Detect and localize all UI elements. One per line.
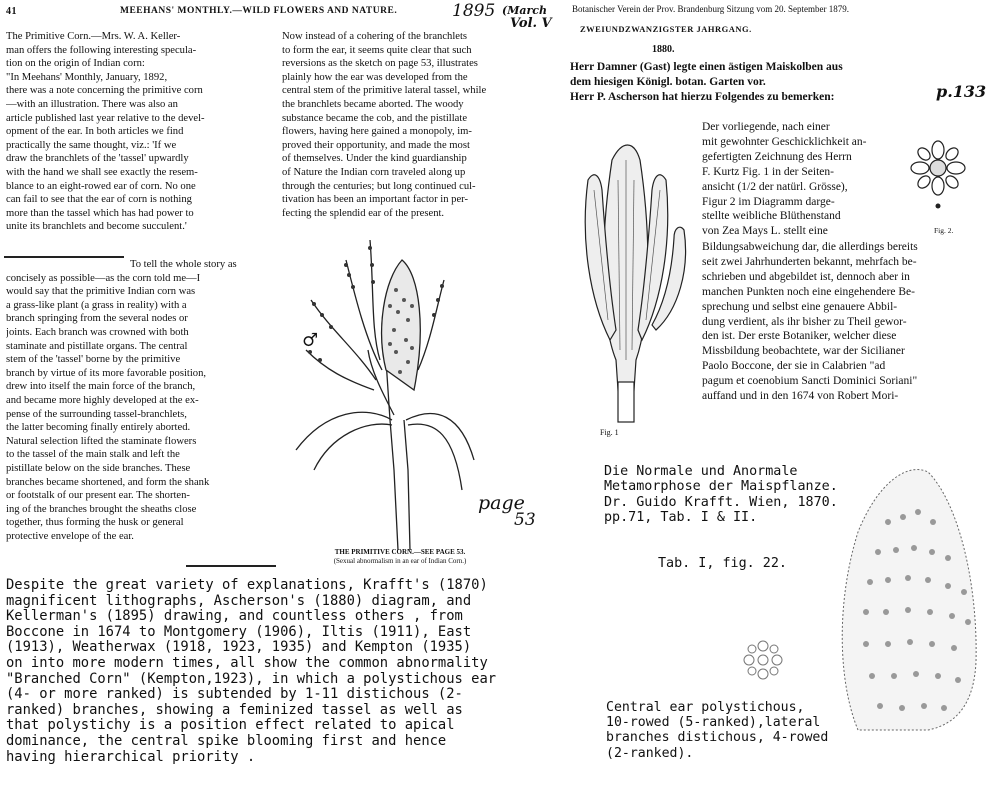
text-line: joints. Each branch was crowned with both	[6, 326, 189, 338]
text-line: drew into itself the main force of the branch,	[6, 381, 196, 393]
text-line: Despite the great variety of explanations, Krafft's (1870)	[6, 578, 488, 593]
text-line: on into more modern times, all show the common abnormality	[6, 655, 488, 671]
text-line: Metamorphose der Maispflanze.	[604, 479, 838, 495]
text-line: pagum et coenobium Sancti Dominici Soriani"	[702, 375, 918, 388]
text-line: stellte weibliche Blüthenstand	[702, 210, 841, 223]
text-line: gefertigten Zeichnung des Herrn	[702, 150, 852, 163]
text-line: tivation has been an important factor in per-	[282, 194, 468, 206]
text-line: (4- or more ranked) is subtended by 1-11 distichous (2-	[6, 687, 463, 703]
left-column-top	[6, 30, 274, 234]
krafft-lithograph-ear	[818, 462, 998, 732]
text-line: schrieben und abgebildet ist, dennoch aber in	[702, 270, 910, 283]
text-line: with the hand we shall see exactly the resem-	[6, 166, 198, 178]
text-line: unite its branchlets and become succulent.'	[6, 221, 187, 233]
text-line: blance to an eight-rowed ear of corn. No one	[6, 180, 196, 192]
text-line: pp.71, Tab. I & II.	[604, 510, 758, 526]
text-line: tion on the origin of Indian corn:	[6, 58, 145, 70]
text-line: having hierarchical priority .	[6, 749, 256, 765]
text-line: magnificent lithographs, Ascherson's (1880) diagram, and	[6, 593, 472, 609]
text-line: The Primitive Corn.—Mrs. W. A. Keller-	[6, 31, 181, 42]
text-line: ing of the branches brought the sheaths close	[6, 503, 197, 515]
figure-caption: THE PRIMITIVE CORN.—SEE PAGE 53.	[334, 548, 466, 556]
text-line: "Branched Corn" (Kempton,1923), in which a polystichous ear	[6, 671, 497, 687]
text-line: Central ear polystichous,	[606, 700, 805, 715]
left-column-two	[282, 30, 552, 220]
text-line: concisely as possible—as the corn told me—I	[6, 272, 201, 284]
summary-text	[6, 578, 496, 765]
handwritten-p133: p.133	[936, 82, 987, 101]
left-column-bottom	[6, 258, 274, 543]
text-line: "In Meehans' Monthly, January, 1892,	[6, 71, 168, 83]
fig1-label: Fig. 1	[600, 428, 619, 437]
right-running-head: Botanischer Verein der Prov. Brandenburg Sitzung vom 20. September 1879.	[572, 4, 850, 14]
text-line: to the tassel of the main stalk and left the	[6, 449, 180, 461]
text-line: Kellerman's (1895) drawing, and countless others , from	[6, 609, 463, 625]
primitive-corn-illustration	[286, 220, 476, 550]
text-line: more than the tassel which has had power to	[6, 207, 194, 219]
text-line: ansicht (1/2 der natürl. Grösse),	[702, 180, 848, 193]
tab-reference: Tab. I, fig. 22.	[658, 556, 787, 571]
text-line: to form the ear, it seems quite clear that such	[282, 44, 472, 56]
text-line: Boccone in 1674 to Montgomery (1906), Iltis (1911), East	[6, 624, 472, 640]
text-line: and became more highly developed at the ex-	[6, 394, 199, 406]
text-line: Herr P. Ascherson hat hierzu Folgendes zu bemerken:	[570, 90, 835, 103]
text-line: Now instead of a cohering of the branchlets	[282, 31, 468, 42]
text-line: central stem of the primitive lateral tassel, while	[282, 85, 487, 97]
text-line: pense of the surrounding tassel-branchlets,	[6, 408, 187, 420]
text-line: would say that the primitive Indian corn was	[6, 286, 196, 298]
text-line: ranked) branches, showing a feminized tassel as well as	[6, 702, 463, 718]
text-line: —with an illustration. There was also an	[6, 98, 178, 110]
text-line: manchen Punkten noch eine eingehendere Be-	[702, 285, 915, 298]
text-line: draw the branchlets of the 'tassel' upwardly	[6, 153, 189, 165]
text-line: seit zwei Jahrhunderten bekannt, mehrfach be-	[702, 255, 917, 268]
text-line: man offers the following interesting specula-	[6, 44, 197, 56]
right-intro	[570, 60, 988, 105]
handwritten-date: 1895	[452, 1, 496, 21]
text-line: den ist. Der erste Botaniker, welcher diese	[702, 330, 897, 343]
text-line: protective envelope of the ear.	[6, 530, 134, 542]
text-line: staminate and pistillate organs. The central	[6, 340, 188, 352]
ascherson-fig2-diagram	[900, 128, 976, 212]
text-line: reversions as the sketch on page 53, illustrates	[282, 58, 478, 70]
text-line: (2-ranked).	[606, 745, 694, 761]
text-line: or footstalk of our present ear. The shorten-	[6, 490, 190, 502]
ascherson-fig1	[570, 120, 698, 440]
text-line: there was a note concerning the primitive corn	[6, 85, 203, 97]
text-line: dem hiesigen Königl. botan. Garten vor.	[570, 75, 766, 88]
text-line: auffand und in den 1674 von Robert Mori-	[702, 390, 899, 403]
text-line: branches became shortened, and form the shank	[6, 476, 210, 488]
text-line: opment of the ear. In both articles we find	[6, 126, 184, 138]
text-line: that polystichy is a position effect related to apical	[6, 718, 455, 734]
right-wide-column	[702, 240, 988, 404]
text-line: Die Normale und Anormale	[604, 464, 798, 479]
right-subhead: ZWEIUNDZWANZIGSTER JAHRGANG.	[580, 24, 752, 34]
text-line: von Zea Mays L. stellt eine	[702, 225, 828, 238]
handwritten-volume: Vol. V	[510, 16, 552, 31]
cross-section-sketch	[738, 638, 788, 682]
figure-subcaption: (Sexual abnormalism in an ear of Indian Corn.)	[333, 557, 467, 565]
text-line: a grass-like plant (a grass in reality) with a	[6, 299, 187, 311]
text-line: To tell the whole story as	[130, 259, 237, 270]
text-line: mit gewohnter Geschicklichkeit an-	[702, 135, 867, 148]
text-line: Missbildung beobachtete, war der Sicilianer	[702, 345, 905, 358]
text-line: dominance, the central spike blooming first and hence	[6, 733, 447, 749]
running-head: MEEHANS' MONTHLY.—WILD FLOWERS AND NATURE.	[120, 6, 398, 16]
text-line: Dr. Guido Krafft. Wien, 1870.	[604, 494, 838, 510]
text-line: Figur 2 im Diagramm darge-	[702, 195, 835, 208]
text-line: the branchlets became aborted. The woody	[282, 98, 464, 110]
text-line: 10-rowed (5-ranked),lateral	[606, 715, 821, 731]
text-line: branch by virtue of its more favorable position,	[6, 367, 207, 379]
text-line: practically the same thought, viz.: 'If we	[6, 139, 177, 151]
text-line: dung verdient, als ihr bisher zu Theil gewor-	[702, 315, 907, 328]
handwritten-page-label: page	[478, 492, 525, 514]
handwritten-page-number: 53	[514, 510, 536, 530]
text-line: (1913), Weatherwax (1918, 1923, 1935) and Kempton (1935)	[6, 640, 472, 656]
text-line: substance became the cob, and the pistillate	[282, 112, 468, 124]
right-mid-column	[702, 120, 900, 239]
text-line: Der vorliegende, nach einer	[702, 121, 830, 133]
page-number: 41	[6, 6, 17, 17]
text-line: branches distichous, 4-rowed	[606, 730, 829, 746]
text-line: flowers, having here gained a monopoly, im-	[282, 126, 472, 138]
text-line: the latter becoming finally entirely aborted.	[6, 422, 191, 434]
text-line: together, thus forming the husk or general	[6, 517, 184, 529]
fig2-label: Fig. 2.	[934, 226, 954, 235]
right-year: 1880.	[652, 44, 675, 55]
text-line: Paolo Boccone, der sie in Calabrien "ad	[702, 360, 886, 373]
text-line: F. Kurtz Fig. 1 in der Seiten-	[702, 165, 834, 178]
end-rule	[186, 565, 276, 567]
text-line: Natural selection lifted the staminate flowers	[6, 435, 197, 447]
text-line: of Nature the Indian corn traveled along up	[282, 166, 466, 178]
text-line: fecting the splendid ear of the present.	[282, 207, 445, 219]
text-line: branch springing from the several nodes or	[6, 313, 188, 325]
bottom-right-caption	[606, 700, 828, 761]
text-line: of themselves. Under the kind guardianship	[282, 153, 467, 165]
handwritten-month: (March	[502, 4, 547, 17]
text-line: plainly how the ear was developed from the	[282, 71, 468, 83]
text-line: proved their opportunity, and made the most	[282, 139, 470, 151]
krafft-reference	[604, 464, 838, 526]
text-line: sprechung und selbst eine genauere Abbil-	[702, 300, 898, 313]
text-line: Bildungsabweichung dar, die allerdings bereits	[702, 241, 918, 253]
text-line: Herr Damner (Gast) legte einen ästigen Maiskolben aus	[570, 61, 843, 73]
text-line: pistillate below on the side branches. These	[6, 462, 191, 474]
text-line: can fail to see that the ear of corn is nothing	[6, 194, 192, 206]
male-symbol: ♂	[302, 330, 319, 351]
text-line: article published last year relative to the devel-	[6, 112, 205, 124]
text-line: stem of the 'tassel' borne by the primitive	[6, 354, 181, 366]
text-line: through the centuries; but long continued cul-	[282, 180, 476, 192]
